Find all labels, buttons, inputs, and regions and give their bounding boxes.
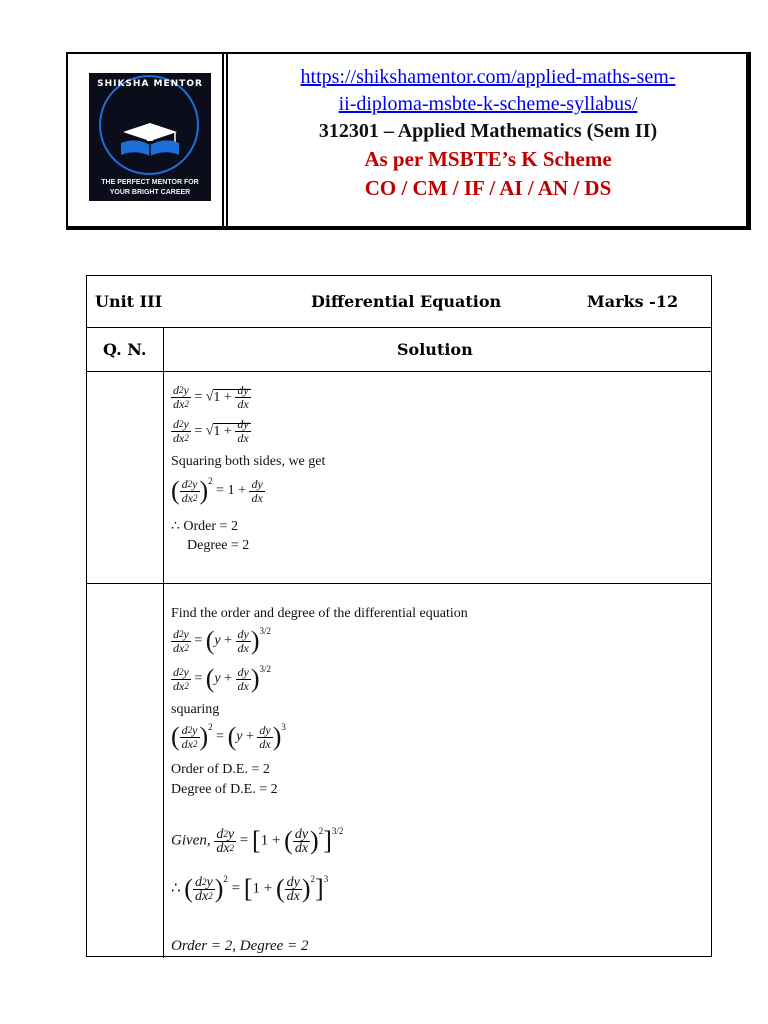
unit-row <box>87 276 711 328</box>
syllabus-link-line2: ii-diploma-msbte-k-scheme-syllabus/ <box>338 93 638 115</box>
graduation-book-icon <box>117 121 183 157</box>
solution-row-3 <box>87 808 711 958</box>
logo-tagline-1: THE PERFECT MENTOR FOR <box>101 179 199 186</box>
scheme-title: As per MSBTE’s K Scheme <box>364 147 612 171</box>
equation-1a: $\frac{d^2y}{dx^2}$ = √1 + $\frac{dy}{dx}$ <box>173 383 249 411</box>
solution-header: Solution <box>397 340 473 359</box>
squaring-text-1: Squaring both sides, we get <box>171 454 326 469</box>
equation-3a: Given, $\frac{d^2y}{dx^2}$ = [1 + ( $\frac{dy}{dx}$ )$^2$]$^{3/2}$ <box>171 826 344 856</box>
equation-1c: ( $\frac{d^2y}{dx^2}$ )$^2$ = 1 + $\frac{dy}{dx}$ <box>171 476 263 505</box>
shiksha-mentor-logo <box>89 73 211 201</box>
degree-text-1: Degree = 2 <box>187 538 250 553</box>
syllabus-link-line1: https://shikshamentor.com/applied-maths-sem- <box>300 66 676 88</box>
header-box <box>66 52 750 230</box>
column-header-row <box>87 328 711 372</box>
logo-tagline-2: YOUR BRIGHT CAREER <box>109 189 191 196</box>
header-shadow-bottom <box>66 226 751 230</box>
header-shadow-right <box>746 52 751 230</box>
order-text-2: Order of D.E. = 2 <box>171 762 270 777</box>
logo-cell <box>68 54 224 228</box>
qn-header: Q. N. <box>103 340 147 359</box>
equation-2c: ( $\frac{d^2y}{dx^2}$ )$^2$ = (y + $\frac{dy}{dx}$ )$^3$ <box>171 722 286 751</box>
order-text-1: ∴ Order = 2 <box>171 519 238 534</box>
squaring-text-2: squaring <box>171 702 220 717</box>
solution-row-2 <box>87 584 711 808</box>
solution-table <box>86 275 712 957</box>
unit-title: Differential Equation <box>311 292 502 311</box>
syllabus-link[interactable] <box>228 64 748 118</box>
equation-1b: $\frac{d^2y}{dx^2}$ = √1 + $\frac{dy}{dx}$ <box>173 417 249 445</box>
degree-text-2: Degree of D.E. = 2 <box>171 782 278 797</box>
solution-row-1 <box>87 372 711 584</box>
logo-name: SHIKSHA MENTOR <box>97 79 203 89</box>
equation-2b: $\frac{d^2y}{dx^2}$ = (y + $\frac{dy}{dx}$ )$^{3/2}$ <box>173 664 272 693</box>
result-text-3: Order = 2, Degree = 2 <box>171 938 309 954</box>
unit-label: Unit III <box>95 292 163 311</box>
question-text-2: Find the order and degree of the differential equation <box>171 606 468 621</box>
given-label: Given, <box>171 832 211 849</box>
unit-marks: Marks -12 <box>587 292 679 311</box>
header-text <box>228 54 748 228</box>
equation-2a: $\frac{d^2y}{dx^2}$ = (y + $\frac{dy}{dx}$ )$^{3/2}$ <box>173 626 272 655</box>
equation-3b: ∴ ( $\frac{d^2y}{dx^2}$ )$^2$ = [1 + ( $\frac{dy}{dx}$ )$^2$]$^3$ <box>171 874 329 904</box>
branches: CO / CM / IF / AI / AN / DS <box>364 176 612 200</box>
course-title: 312301 – Applied Mathematics (Sem II) <box>318 120 658 142</box>
